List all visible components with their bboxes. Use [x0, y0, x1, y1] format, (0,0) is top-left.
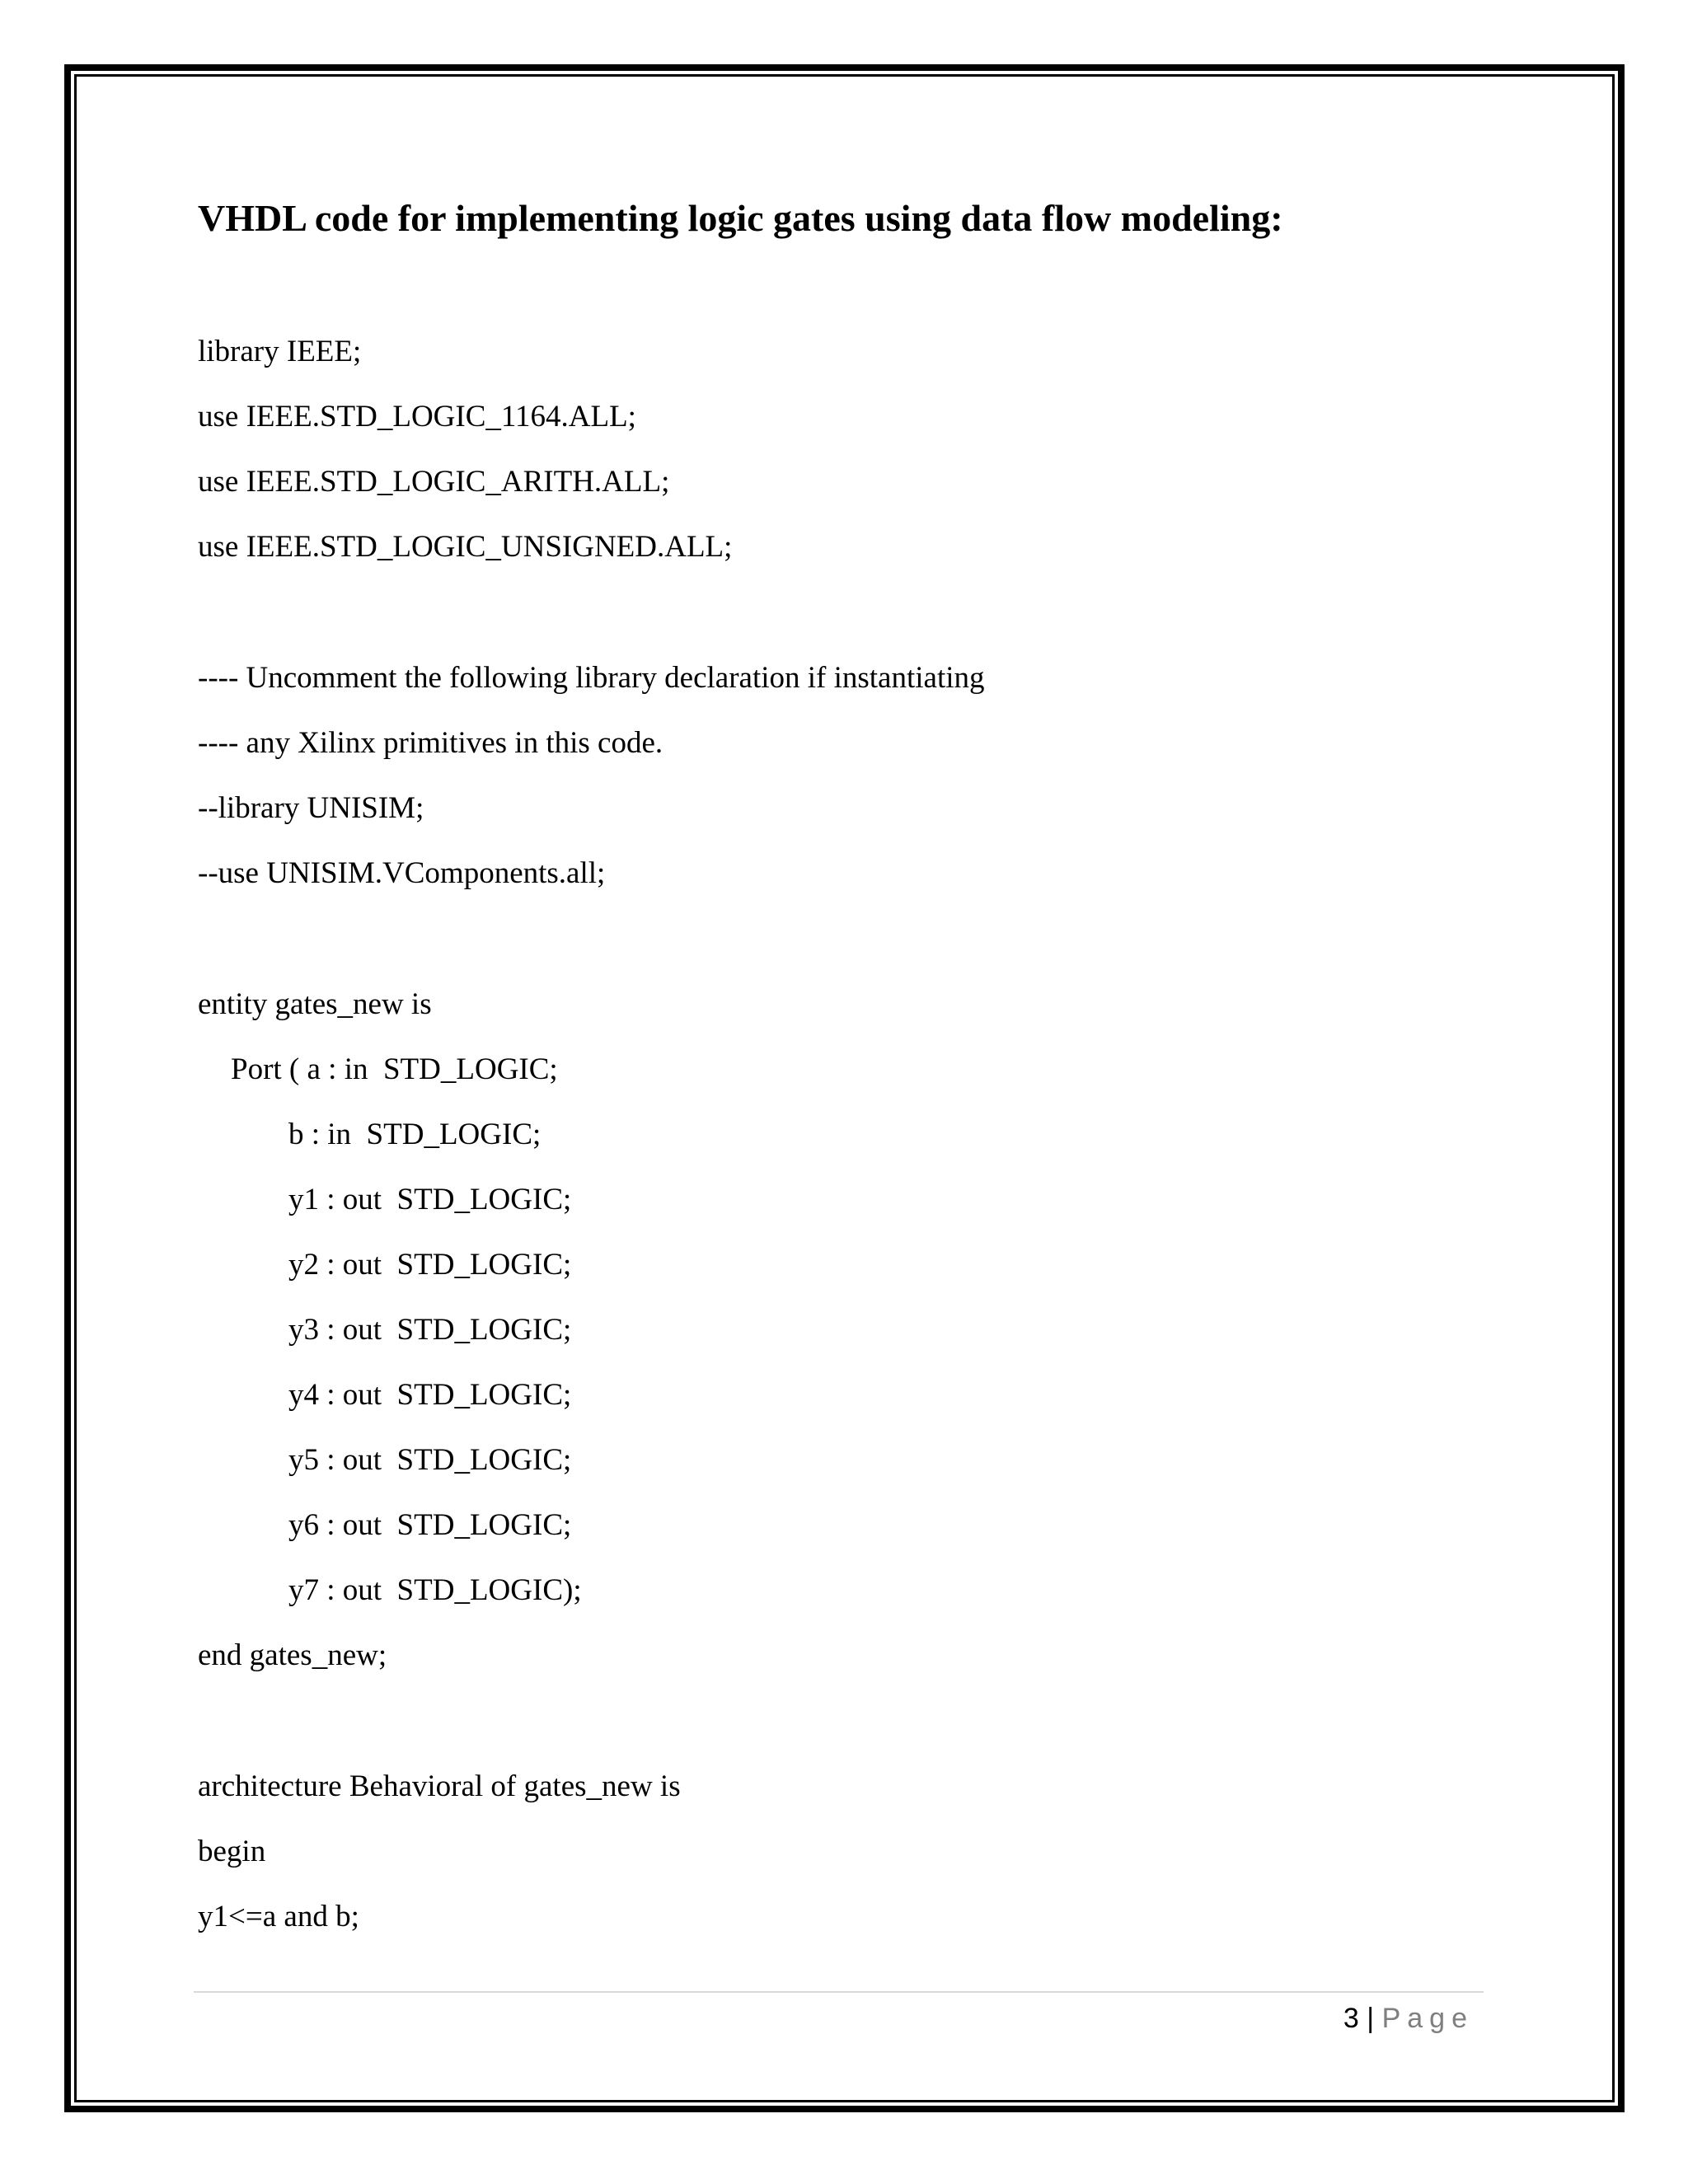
code-line: y1 : out STD_LOGIC; [288, 1183, 572, 1216]
code-line: Port ( a : in STD_LOGIC; [231, 1052, 558, 1086]
code-line: y7 : out STD_LOGIC); [288, 1573, 582, 1607]
code-line: library IEEE; [198, 335, 362, 368]
code-line: --use UNISIM.VComponents.all; [198, 856, 606, 890]
code-line: use IEEE.STD_LOGIC_ARITH.ALL; [198, 465, 670, 499]
code-line: --library UNISIM; [198, 791, 424, 825]
code-line: ---- Uncomment the following library declaration if instantiating [198, 661, 985, 695]
code-line: use IEEE.STD_LOGIC_1164.ALL; [198, 400, 636, 434]
page-number-value: 3 [1343, 2003, 1359, 2034]
code-line: y1<=a and b; [198, 1900, 359, 1933]
code-line: architecture Behavioral of gates_new is [198, 1769, 681, 1803]
code-line: y6 : out STD_LOGIC; [288, 1508, 572, 1542]
code-line: end gates_new; [198, 1638, 387, 1672]
page-label: Page [1381, 2003, 1474, 2034]
code-line: entity gates_new is [198, 987, 432, 1021]
footer-divider [194, 1991, 1484, 1993]
code-line: use IEEE.STD_LOGIC_UNSIGNED.ALL; [198, 530, 733, 564]
code-line: y2 : out STD_LOGIC; [288, 1248, 572, 1282]
page-number-separator: | [1367, 2003, 1375, 2034]
code-line: ---- any Xilinx primitives in this code. [198, 726, 663, 760]
page-number [1343, 2003, 1474, 2035]
code-line: b : in STD_LOGIC; [288, 1118, 542, 1151]
code-line: y4 : out STD_LOGIC; [288, 1378, 572, 1412]
code-line: y5 : out STD_LOGIC; [288, 1443, 572, 1477]
code-line: begin [198, 1835, 266, 1868]
document-heading: VHDL code for implementing logic gates using data flow modeling: [198, 197, 1283, 239]
code-line: y3 : out STD_LOGIC; [288, 1313, 572, 1347]
